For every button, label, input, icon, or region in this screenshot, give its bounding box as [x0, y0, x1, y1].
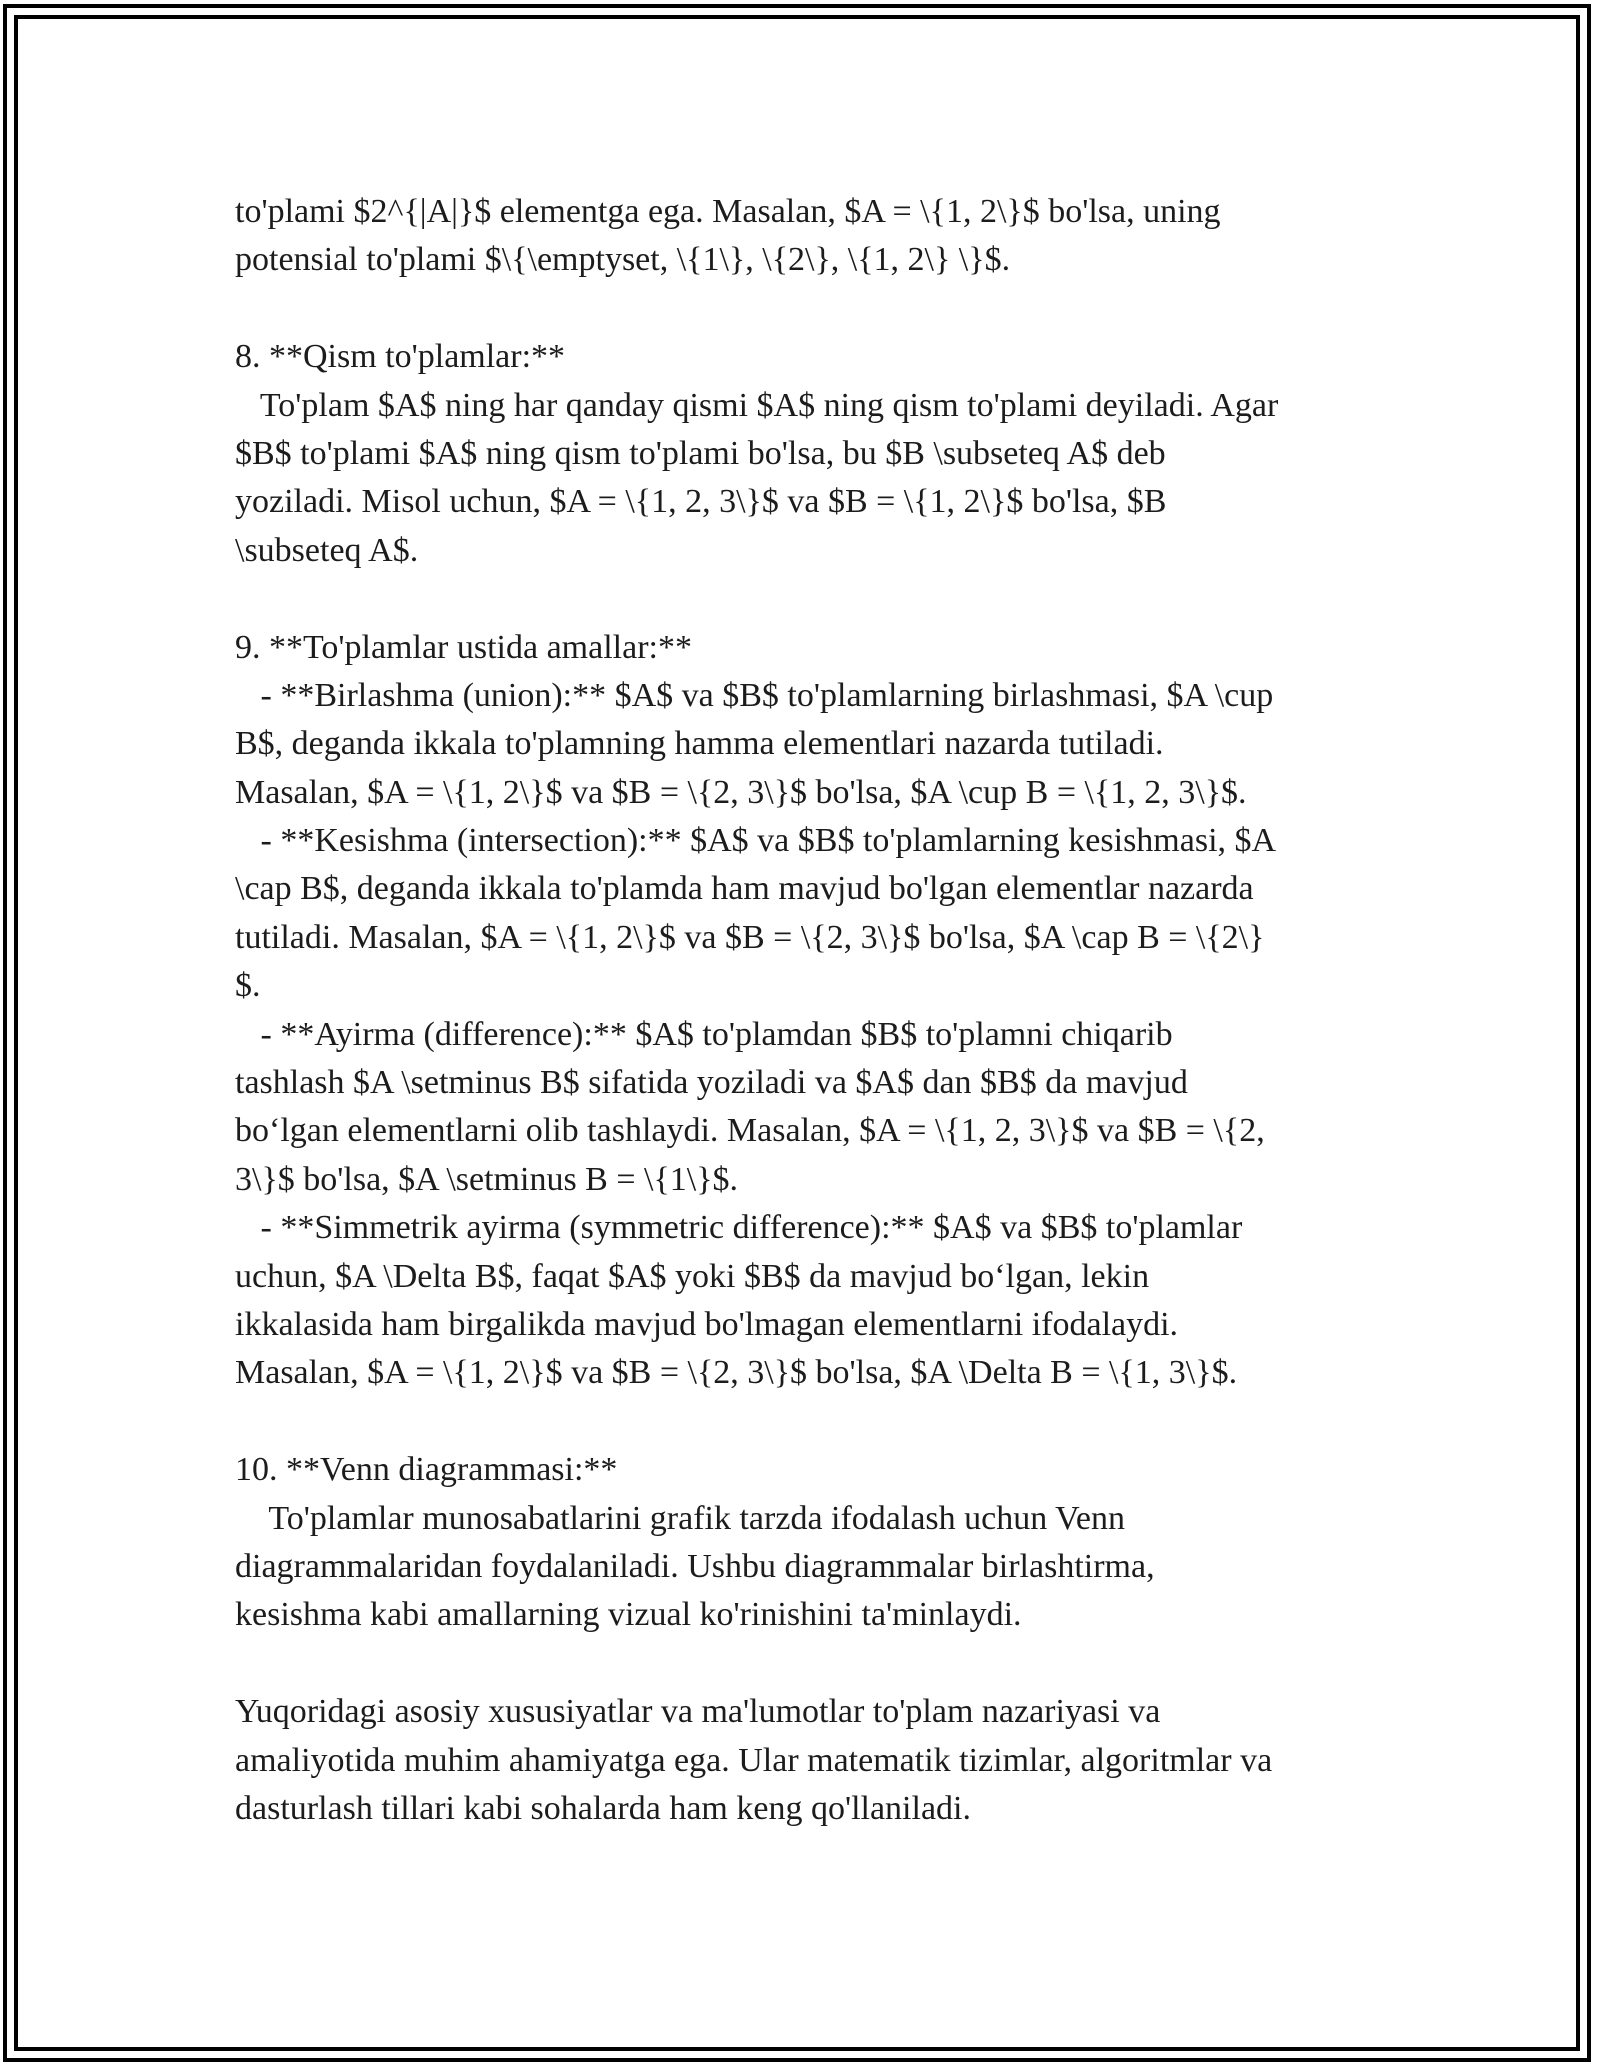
- list-item-difference: - **Ayirma (difference):** $A$ to'plamdan $B$ to'plamni chiqarib: [235, 1015, 1173, 1053]
- text-line: yoziladi. Misol uchun, $A = \{1, 2, 3\}$ va $B = \{1, 2\}$ bo'lsa, $B: [235, 483, 1167, 521]
- document-body: [235, 188, 1375, 1833]
- text-line: To'plamlar munosabatlarini grafik tarzda ifodalash uchun Venn: [235, 1499, 1126, 1537]
- text-line: Masalan, $A = \{1, 2\}$ va $B = \{2, 3\}$ bo'lsa, $A \cup B = \{1, 2, 3\}$.: [235, 773, 1247, 811]
- text-line: $.: [235, 967, 261, 1005]
- paragraph-gap: [235, 285, 1375, 333]
- conclusion-line: Yuqoridagi asosiy xususiyatlar va ma'lumotlar to'plam nazariyasi va: [235, 1693, 1161, 1731]
- text-line: ikkalasida ham birgalikda mavjud bo'lmagan elementlarni ifodalaydi.: [235, 1305, 1179, 1343]
- text-line: To'plam $A$ ning har qanday qismi $A$ ning qism to'plami deyiladi. Agar: [235, 386, 1279, 424]
- paragraph-gap: [235, 575, 1375, 623]
- text-line: \cap B$, deganda ikkala to'plamda ham mavjud bo'lgan elementlar nazarda: [235, 870, 1254, 908]
- text-line: tutiladi. Masalan, $A = \{1, 2\}$ va $B = \{2, 3\}$ bo'lsa, $A \cap B = \{2\}: [235, 918, 1265, 956]
- text-line: bo‘lgan elementlarni olib tashlaydi. Masalan, $A = \{1, 2, 3\}$ va $B = \{2,: [235, 1112, 1265, 1150]
- conclusion-line: dasturlash tillari kabi sohalarda ham keng qo'llaniladi.: [235, 1789, 971, 1827]
- text-line: B$, deganda ikkala to'plamning hamma elementlari nazarda tutiladi.: [235, 725, 1164, 763]
- section-heading-9: 9. **To'plamlar ustida amallar:**: [235, 628, 692, 666]
- text-line: tashlash $A \setminus B$ sifatida yoziladi va $A$ dan $B$ da mavjud: [235, 1064, 1188, 1102]
- text-line: diagrammalaridan foydalaniladi. Ushbu diagrammalar birlashtirma,: [235, 1547, 1155, 1585]
- list-item-intersection: - **Kesishma (intersection):** $A$ va $B$ to'plamlarning kesishmasi, $A: [235, 822, 1277, 860]
- text-line: 3\}$ bo'lsa, $A \setminus B = \{1\}$.: [235, 1160, 739, 1198]
- text-line: kesishma kabi amallarning vizual ko'rinishini ta'minlaydi.: [235, 1596, 1022, 1634]
- paragraph-gap: [235, 1398, 1375, 1446]
- text-line: uchun, $A \Delta B$, faqat $A$ yoki $B$ da mavjud bo‘lgan, lekin: [235, 1257, 1150, 1295]
- section-heading-10: 10. **Venn diagrammasi:**: [235, 1451, 618, 1489]
- section-heading-8: 8. **Qism to'plamlar:**: [235, 338, 566, 376]
- list-item-symmetric-difference: - **Simmetrik ayirma (symmetric difference):** $A$ va $B$ to'plamlar: [235, 1209, 1243, 1247]
- text-line: to'plami $2^{|A|}$ elementga ega. Masalan, $A = \{1, 2\}$ bo'lsa, uning: [235, 193, 1221, 230]
- text-line: \subseteq A$.: [235, 531, 419, 569]
- paragraph-gap: [235, 1640, 1375, 1688]
- text-line: Masalan, $A = \{1, 2\}$ va $B = \{2, 3\}$ bo'lsa, $A \Delta B = \{1, 3\}$.: [235, 1354, 1238, 1392]
- text-line: $B$ to'plami $A$ ning qism to'plami bo'lsa, bu $B \subseteq A$ deb: [235, 434, 1166, 472]
- list-item-union: - **Birlashma (union):** $A$ va $B$ to'plamlarning birlashmasi, $A \cup: [235, 676, 1274, 714]
- conclusion-line: amaliyotida muhim ahamiyatga ega. Ular matematik tizimlar, algoritmlar va: [235, 1741, 1273, 1779]
- text-line: potensial to'plami $\{\emptyset, \{1\}, \{2\}, \{1, 2\} \}$.: [235, 241, 1011, 279]
